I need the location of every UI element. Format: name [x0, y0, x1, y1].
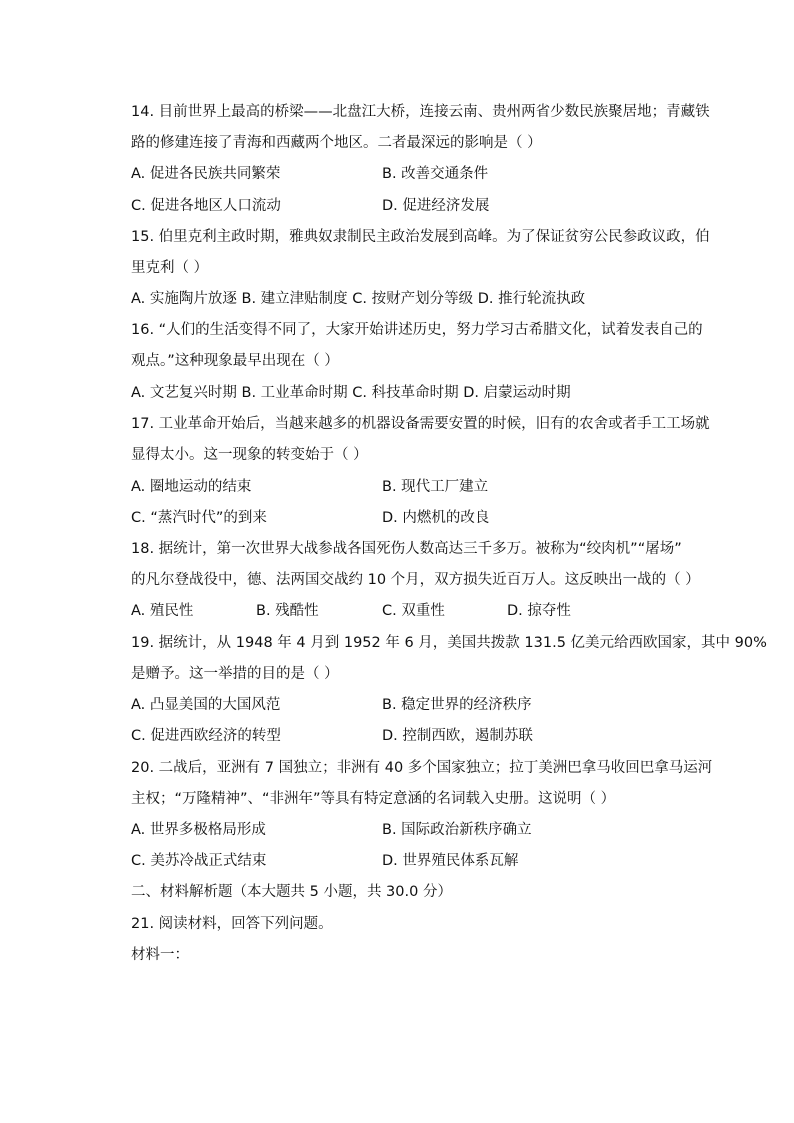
question-17-option-b: B. 现代工厂建立 [382, 479, 489, 495]
question-16-line-1: 16. “人们的生活变得不同了，大家开始讲述历史，努力学习古希腊文化，试着发表自己的 [131, 322, 703, 338]
question-20-option-b: B. 国际政治新秩序确立 [382, 822, 532, 838]
question-18-option-b: B. 残酷性 [256, 603, 319, 619]
question-19-option-c: C. 促进西欧经济的转型 [131, 728, 281, 744]
question-19-option-a: A. 凸显美国的大国风范 [131, 697, 281, 713]
question-17-line-1: 17. 工业革命开始后，当越来越多的机器设备需要安置的时候，旧有的农舍或者手工工场就 [131, 416, 710, 432]
question-14-line-2: 路的修建连接了青海和西藏两个地区。二者最深远的影响是（ ） [131, 135, 542, 151]
question-14-option-b: B. 改善交通条件 [382, 166, 489, 182]
question-15-line-1: 15. 伯里克利主政时期，雅典奴隶制民主政治发展到高峰。为了保证贫穷公民参政议政，伯 [131, 229, 710, 245]
question-20-line-1: 20. 二战后，亚洲有 7 国独立；非洲有 40 多个国家独立；拉丁美洲巴拿马收回巴拿马运河 [131, 760, 713, 776]
section-2-heading: 二、材料解析题（本大题共 5 小题，共 30.0 分） [131, 884, 452, 900]
question-16-line-2: 观点。”这种现象最早出现在（ ） [131, 353, 339, 369]
question-18-option-a: A. 殖民性 [131, 603, 194, 619]
question-20-option-d: D. 世界殖民体系瓦解 [382, 853, 519, 869]
material-1-label: 材料一： [131, 947, 189, 963]
question-19-line-1: 19. 据统计，从 1948 年 4 月到 1952 年 6 月，美国共拨款 131.5 亿美元给西欧国家，其中 90% [131, 635, 767, 651]
question-17-line-2: 显得太小。这一现象的转变始于（ ） [131, 447, 368, 463]
question-17-option-d: D. 内燃机的改良 [382, 510, 490, 526]
question-14-option-a: A. 促进各民族共同繁荣 [131, 166, 281, 182]
question-18-line-2: 的凡尔登战役中，德、法两国交战约 10 个月，双方损失近百万人。这反映出一战的（ ） [131, 572, 700, 588]
question-14-line-1: 14. 目前世界上最高的桥梁——北盘江大桥，连接云南、贵州两省少数民族聚居地；青藏铁 [131, 104, 710, 120]
question-17-option-c: C. “蒸汽时代”的到来 [131, 510, 267, 526]
question-18-line-1: 18. 据统计，第一次世界大战参战各国死伤人数高达三千多万。被称为“绞肉机”“屠场” [131, 541, 682, 557]
question-18-option-d: D. 掠夺性 [507, 603, 571, 619]
question-19-line-2: 是赠予。这一举措的目的是（ ） [131, 666, 339, 682]
question-14-option-d: D. 促进经济发展 [382, 198, 490, 214]
question-14-option-c: C. 促进各地区人口流动 [131, 198, 281, 214]
question-20-line-2: 主权；“万隆精神”、“非洲年”等具有特定意涵的名词载入史册。这说明（ ） [131, 791, 616, 807]
question-20-option-a: A. 世界多极格局形成 [131, 822, 266, 838]
question-21-line-1: 21. 阅读材料，回答下列问题。 [131, 916, 333, 932]
question-19-option-b: B. 稳定世界的经济秩序 [382, 697, 532, 713]
question-18-option-c: C. 双重性 [382, 603, 445, 619]
question-15-options: A. 实施陶片放逐 B. 建立津贴制度 C. 按财产划分等级 D. 推行轮流执政 [131, 291, 586, 307]
question-15-line-2: 里克利（ ） [131, 260, 209, 276]
question-20-option-c: C. 美苏冷战正式结束 [131, 853, 267, 869]
question-17-option-a: A. 圈地运动的结束 [131, 479, 252, 495]
question-19-option-d: D. 控制西欧，遏制苏联 [382, 728, 533, 744]
question-16-options: A. 文艺复兴时期 B. 工业革命时期 C. 科技革命时期 D. 启蒙运动时期 [131, 385, 571, 401]
